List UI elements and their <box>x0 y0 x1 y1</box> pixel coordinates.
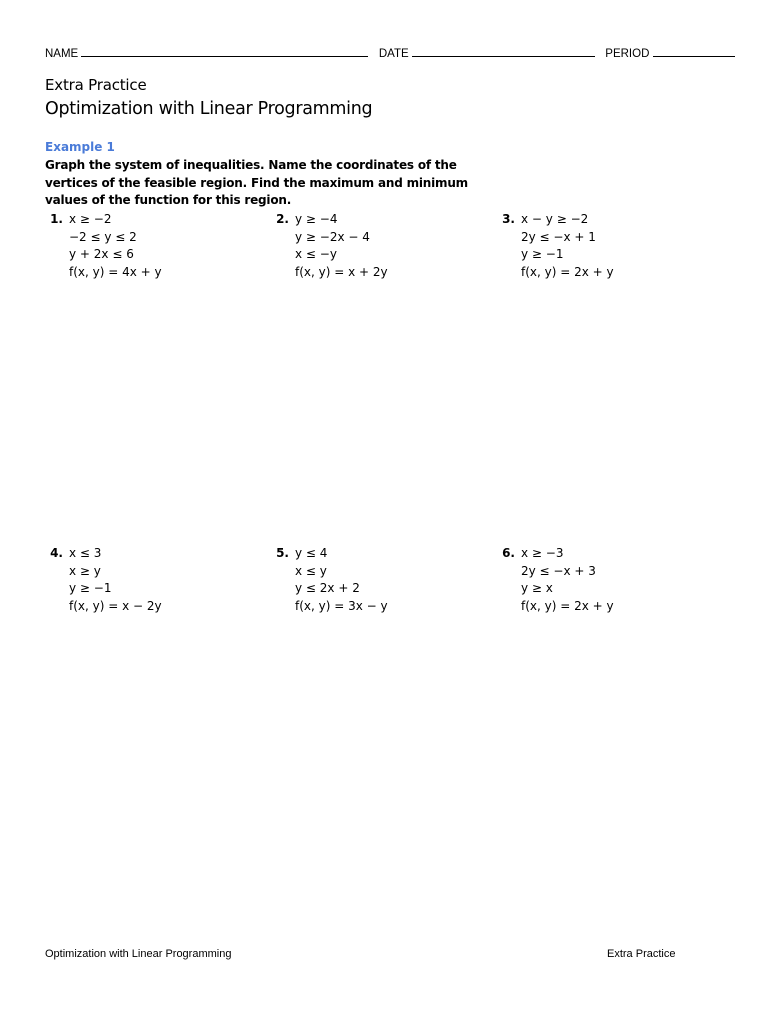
page-subtitle: Extra Practice <box>45 76 147 94</box>
problem-line: f(x, y) = 2x + y <box>521 598 614 613</box>
problem-line: y ≤ 4 <box>295 546 328 560</box>
problem-line: f(x, y) = 2x + y <box>521 264 614 279</box>
problem-line: f(x, y) = x − 2y <box>69 598 162 613</box>
problem-number: 2. <box>276 212 289 226</box>
problem-line: y ≥ −1 <box>521 247 564 261</box>
problem-line: x ≤ −y <box>295 247 337 261</box>
name-blank[interactable] <box>81 46 368 57</box>
example-heading: Example 1 <box>45 140 115 154</box>
problem-number: 4. <box>50 546 63 560</box>
period-blank[interactable] <box>653 46 735 57</box>
problem-line: x ≤ 3 <box>69 546 102 560</box>
problem-line: 2y ≤ −x + 3 <box>521 563 596 578</box>
date-blank[interactable] <box>412 46 595 57</box>
problem-number: 1. <box>50 212 63 226</box>
problem-line: y ≥ −1 <box>69 581 112 595</box>
problem-line: y + 2x ≤ 6 <box>69 247 134 261</box>
problem-line: x − y ≥ −2 <box>521 212 589 226</box>
problem-line: x ≥ −2 <box>69 212 112 226</box>
problem-line: f(x, y) = 3x − y <box>295 598 388 613</box>
date-label: DATE <box>378 48 409 60</box>
problem-line: x ≤ y <box>295 563 327 578</box>
problem-line: y ≤ 2x + 2 <box>295 581 360 595</box>
period-label: PERIOD <box>605 48 650 60</box>
problem-line: f(x, y) = x + 2y <box>295 264 388 279</box>
problem-line: x ≥ y <box>69 563 101 578</box>
footer-right: Extra Practice <box>607 948 676 960</box>
problem-line: f(x, y) = 4x + y <box>69 264 162 279</box>
footer-left: Optimization with Linear Programming <box>45 948 232 960</box>
problem-number: 5. <box>276 546 289 560</box>
student-info-header <box>45 46 725 60</box>
page-title: Optimization with Linear Programming <box>45 99 373 119</box>
instructions: Graph the system of inequalities. Name the coordinates of the vertices of the feasible region. Find the maximum and minimum values of the function for this region. <box>45 158 468 207</box>
problem-line: 2y ≤ −x + 1 <box>521 229 596 244</box>
problem-line: y ≥ −4 <box>295 212 338 226</box>
problem-number: 6. <box>502 546 515 560</box>
problem-line: y ≥ −2x − 4 <box>295 229 370 244</box>
problem-number: 3. <box>502 212 515 226</box>
problem-line: x ≥ −3 <box>521 546 564 560</box>
problem-line: −2 ≤ y ≤ 2 <box>69 229 137 244</box>
problem-line: y ≥ x <box>521 581 553 595</box>
name-label: NAME <box>45 48 79 60</box>
